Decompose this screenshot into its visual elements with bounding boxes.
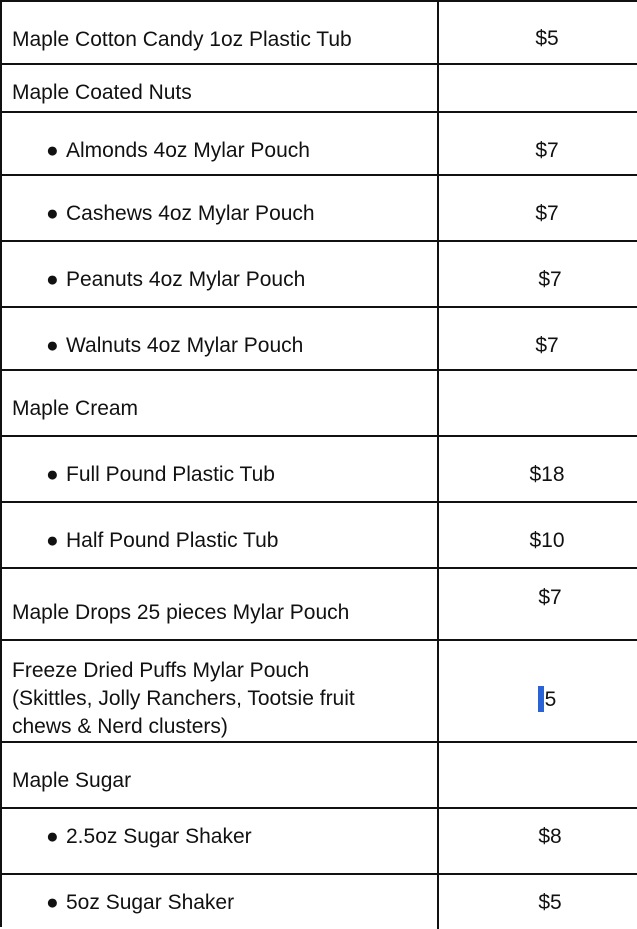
bullet-icon: ● bbox=[46, 139, 59, 162]
item-name: Walnuts 4oz Mylar Pouch bbox=[66, 334, 304, 357]
item-price-cell[interactable] bbox=[439, 743, 637, 807]
item-price-cell[interactable] bbox=[439, 569, 637, 639]
table-row bbox=[2, 641, 637, 743]
item-name-line: chews & Nerd clusters) bbox=[12, 715, 228, 738]
item-price: $5 bbox=[535, 27, 559, 50]
bullet-icon: ● bbox=[46, 529, 59, 552]
item-price: $7 bbox=[535, 334, 559, 357]
item-price-cell[interactable] bbox=[439, 242, 637, 306]
item-price: $10 bbox=[529, 529, 565, 552]
item-price-cell[interactable] bbox=[439, 641, 637, 741]
item-price-cell[interactable] bbox=[439, 2, 637, 63]
item-price: $7 bbox=[535, 139, 559, 162]
table-row bbox=[2, 242, 637, 308]
bullet-icon: ● bbox=[46, 334, 59, 357]
table-row bbox=[2, 176, 637, 242]
table-row bbox=[2, 437, 637, 503]
item-name: Half Pound Plastic Tub bbox=[66, 529, 279, 552]
item-name-cell[interactable] bbox=[2, 176, 439, 240]
item-price-cell[interactable] bbox=[439, 308, 637, 369]
item-name-cell[interactable] bbox=[2, 641, 439, 741]
category-name-cell[interactable] bbox=[2, 743, 439, 807]
item-price: $7 bbox=[538, 586, 562, 609]
item-name: Full Pound Plastic Tub bbox=[66, 463, 275, 486]
item-name: Peanuts 4oz Mylar Pouch bbox=[66, 268, 306, 291]
item-price: $5 bbox=[538, 891, 562, 914]
item-name-cell[interactable] bbox=[2, 809, 439, 873]
item-name-cell[interactable] bbox=[2, 503, 439, 567]
item-name: Maple Cotton Candy 1oz Plastic Tub bbox=[12, 28, 352, 51]
table-row bbox=[2, 371, 637, 437]
item-price-cell[interactable] bbox=[439, 371, 637, 435]
item-price: $7 bbox=[535, 202, 559, 225]
table-row bbox=[2, 2, 637, 65]
item-price: 5 bbox=[544, 688, 557, 711]
item-price-cell[interactable] bbox=[439, 113, 637, 174]
table-row bbox=[2, 569, 637, 641]
item-price-cell[interactable] bbox=[439, 65, 637, 111]
item-name-cell[interactable] bbox=[2, 242, 439, 306]
item-name-line: (Skittles, Jolly Ranchers, Tootsie fruit bbox=[12, 687, 355, 710]
category-name: Maple Coated Nuts bbox=[12, 81, 192, 104]
table-row bbox=[2, 809, 637, 875]
item-name: Maple Drops 25 pieces Mylar Pouch bbox=[12, 601, 350, 624]
item-price-cell[interactable] bbox=[439, 437, 637, 501]
item-name-cell[interactable] bbox=[2, 2, 439, 63]
item-name-cell[interactable] bbox=[2, 875, 439, 929]
item-name: 5oz Sugar Shaker bbox=[66, 891, 235, 914]
item-price-cell[interactable] bbox=[439, 176, 637, 240]
item-name-cell[interactable] bbox=[2, 569, 439, 639]
item-price: $7 bbox=[538, 268, 562, 291]
bullet-icon: ● bbox=[46, 268, 59, 291]
item-price: $18 bbox=[529, 463, 565, 486]
category-name-cell[interactable] bbox=[2, 371, 439, 435]
item-name-line: Freeze Dried Puffs Mylar Pouch bbox=[12, 659, 310, 682]
table-row bbox=[2, 503, 637, 569]
table-row bbox=[2, 875, 637, 929]
bullet-icon: ● bbox=[46, 891, 59, 914]
item-price-cell[interactable] bbox=[439, 503, 637, 567]
category-name: Maple Sugar bbox=[12, 769, 132, 792]
table-row bbox=[2, 65, 637, 113]
table-row bbox=[2, 743, 637, 809]
item-name-cell[interactable] bbox=[2, 113, 439, 174]
item-name: Cashews 4oz Mylar Pouch bbox=[66, 202, 315, 225]
category-name-cell[interactable] bbox=[2, 65, 439, 111]
bullet-icon: ● bbox=[46, 202, 59, 225]
text-cursor-selection bbox=[538, 686, 544, 712]
bullet-icon: ● bbox=[46, 825, 59, 848]
item-name: Almonds 4oz Mylar Pouch bbox=[66, 139, 310, 162]
table-row bbox=[2, 113, 637, 176]
item-price-cell[interactable] bbox=[439, 809, 637, 873]
item-price: $8 bbox=[538, 825, 562, 848]
bullet-icon: ● bbox=[46, 463, 59, 486]
table-row bbox=[2, 308, 637, 371]
item-name: 2.5oz Sugar Shaker bbox=[66, 825, 252, 848]
item-name-cell[interactable] bbox=[2, 308, 439, 369]
category-name: Maple Cream bbox=[12, 397, 139, 420]
item-price-cell[interactable] bbox=[439, 875, 637, 929]
item-name-cell[interactable] bbox=[2, 437, 439, 501]
